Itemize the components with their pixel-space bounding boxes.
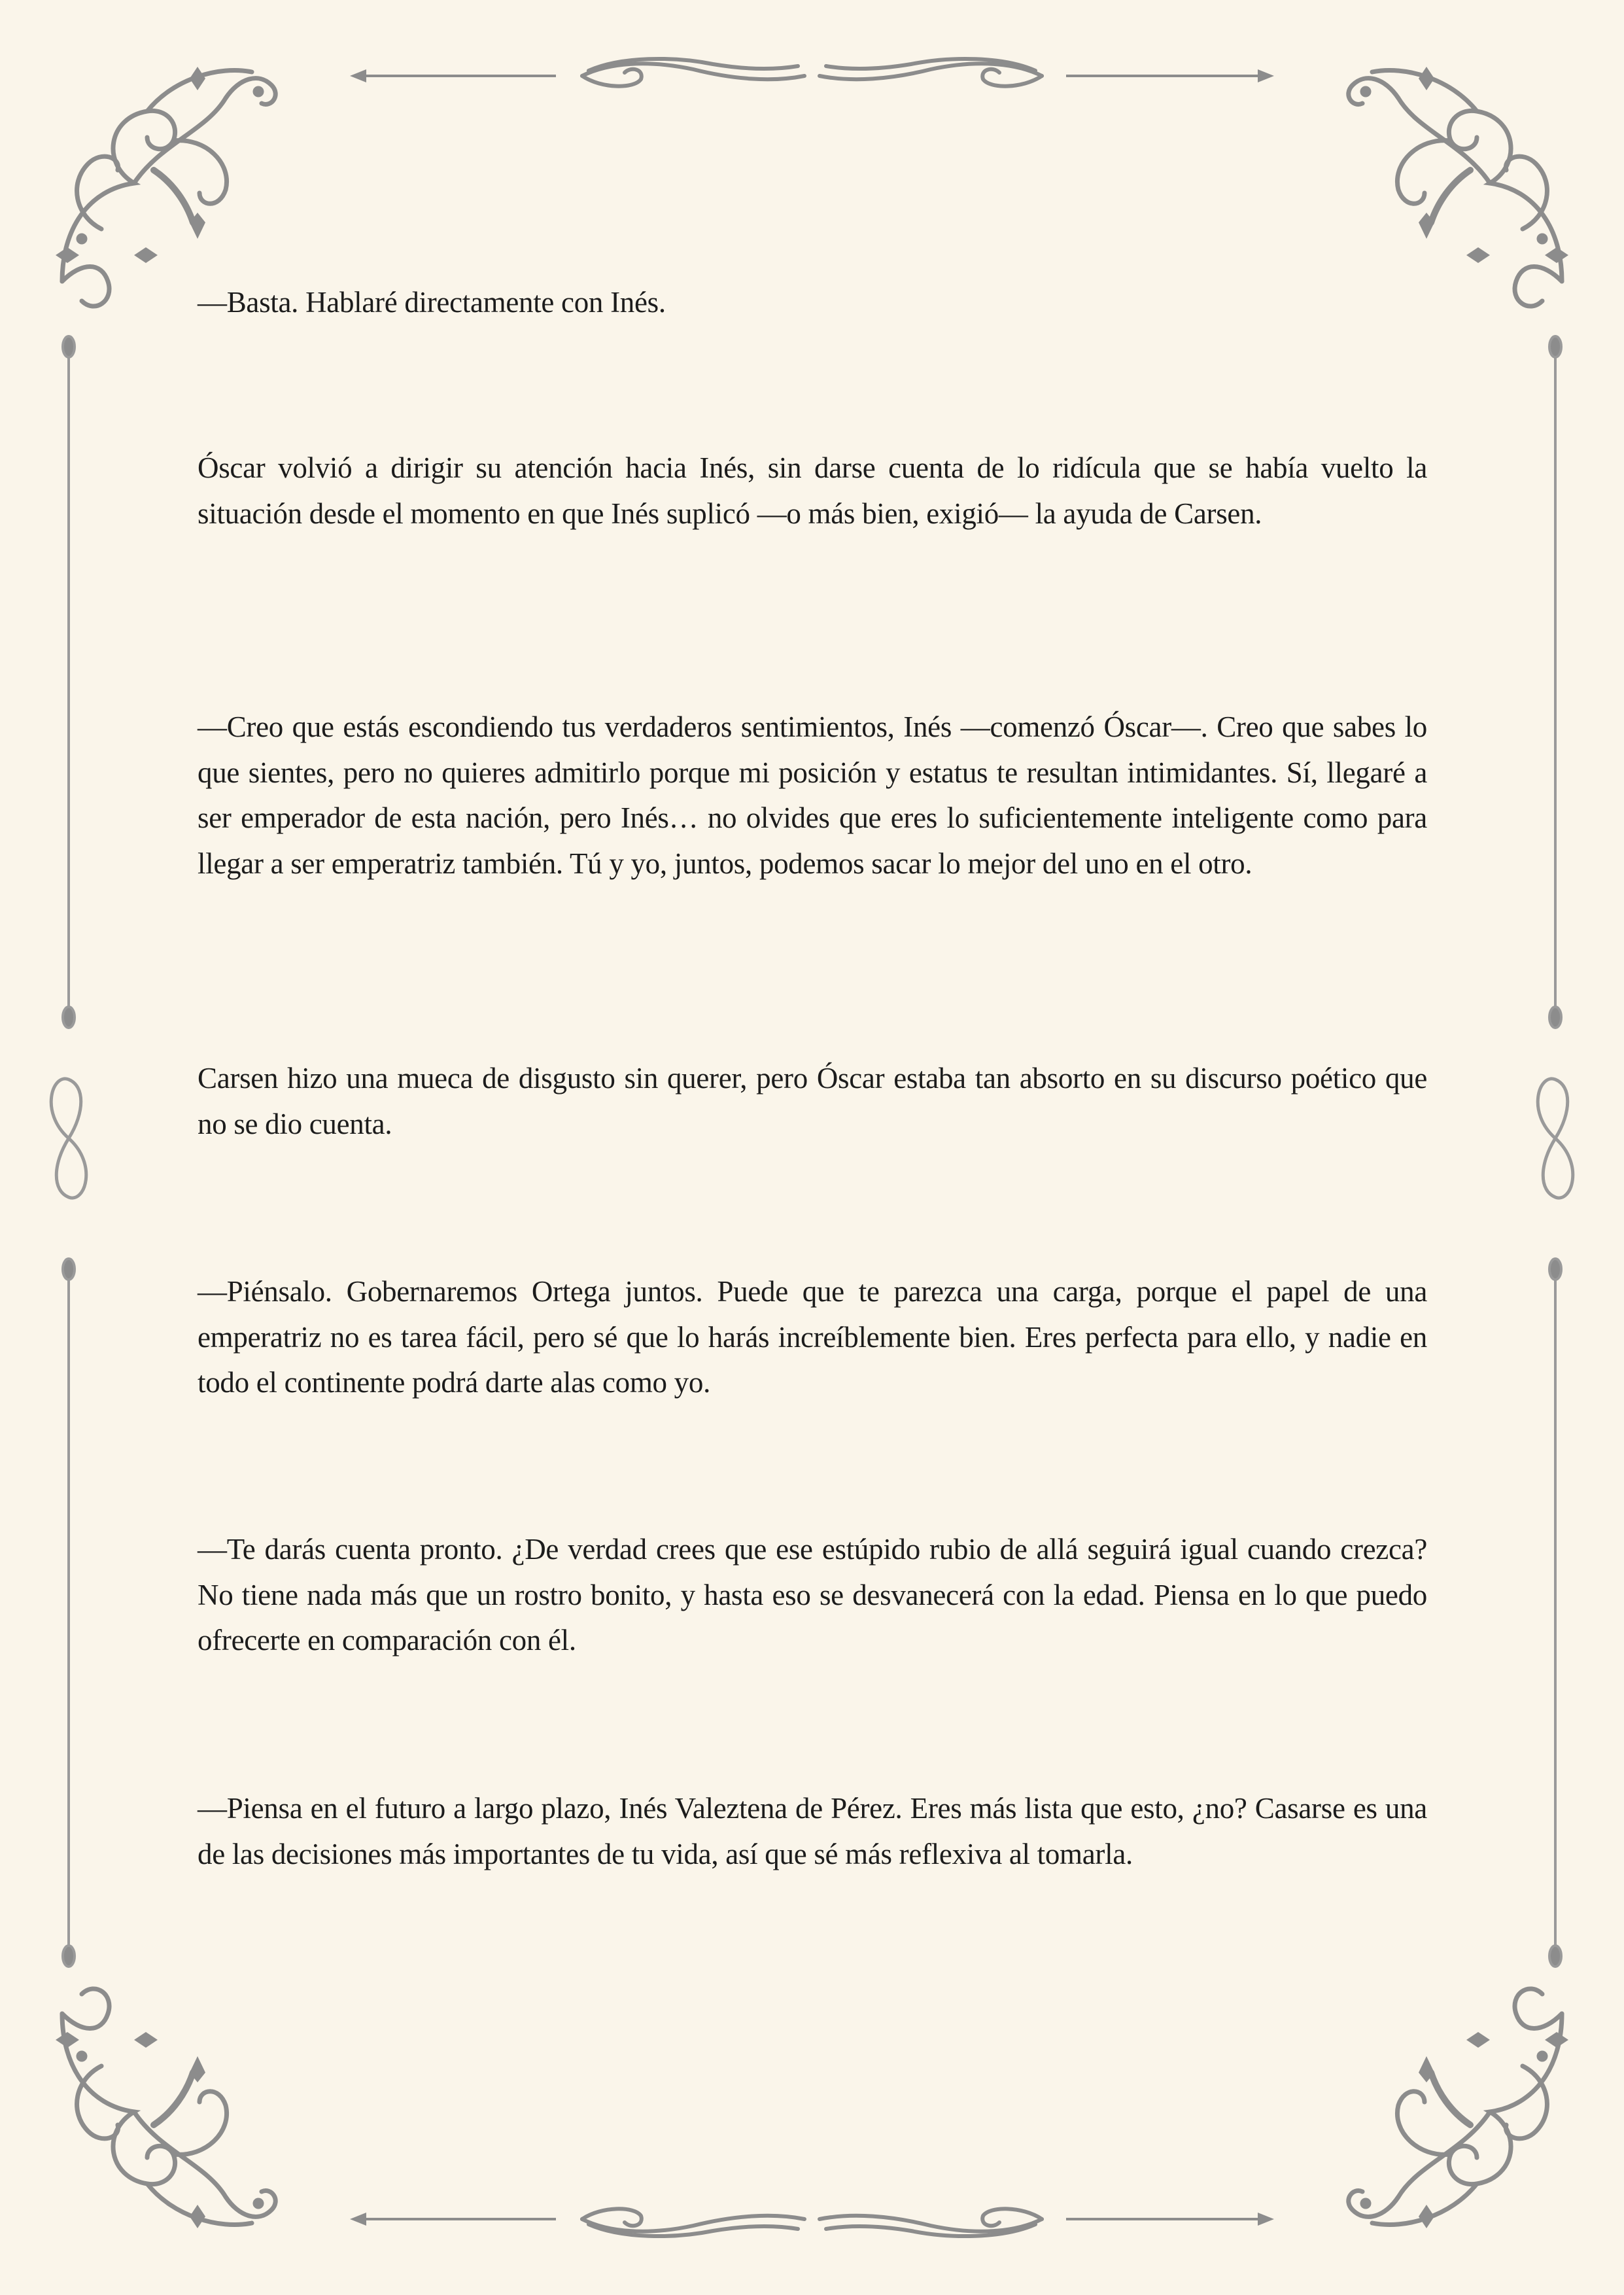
- paragraph: Carsen hizo una mueca de disgusto sin querer, pero Óscar estaba tan absorto en su discurso poético que no se dio cuenta.: [198, 1062, 1427, 1140]
- paragraph: Óscar volvió a dirigir su atención hacia Inés, sin darse cuenta de lo ridícula que se había vuelto la situación desde el momento en que Inés suplicó —o más bien, exigió— la ayuda de Carsen.: [198, 451, 1427, 530]
- bottom-scroll-divider-icon: [350, 2209, 1274, 2236]
- paragraph: —Creo que estás escondiendo tus verdaderos sentimientos, Inés —comenzó Óscar—. Creo que sabes lo que sientes, pero no quieres admitirlo porque mi posición y estatus te resultan intimidantes. Sí, llegaré a ser emperador de esta nación, pero Inés… no olvides que eres lo suficientemente inteligente como para llegar a ser emperatriz también. Tú y yo, juntos, podemos sacar lo mejor del uno en el otro.: [198, 710, 1427, 880]
- paragraph: —Te darás cuenta pronto. ¿De verdad crees que ese estúpido rubio de allá seguirá igual cuando crezca? No tiene nada más que un rostro bonito, y hasta eso se desvanecerá con la edad. Piensa en lo que puedo ofrecerte en comparación con él.: [198, 1533, 1427, 1656]
- top-scroll-divider-icon: [350, 59, 1274, 86]
- corner-flourish-icon: [56, 67, 1568, 2228]
- side-rules: [63, 336, 1561, 1967]
- paragraph: —Basta. Hablaré directamente con Inés.: [198, 286, 666, 319]
- paragraph: —Piensa en el futuro a largo plazo, Inés Valeztena de Pérez. Eres más lista que esto, ¿no? Casarse es una de las decisiones más importantes de tu vida, así que sé más reflexiva al tomarla.: [198, 1792, 1427, 1870]
- paragraph: —Piénsalo. Gobernaremos Ortega juntos. Puede que te parezca una carga, porque el papel de una emperatriz no es tarea fácil, pero sé que lo harás increíblemente bien. Eres perfecta para ello, y nadie en todo el continente podrá darte alas como yo.: [198, 1275, 1427, 1399]
